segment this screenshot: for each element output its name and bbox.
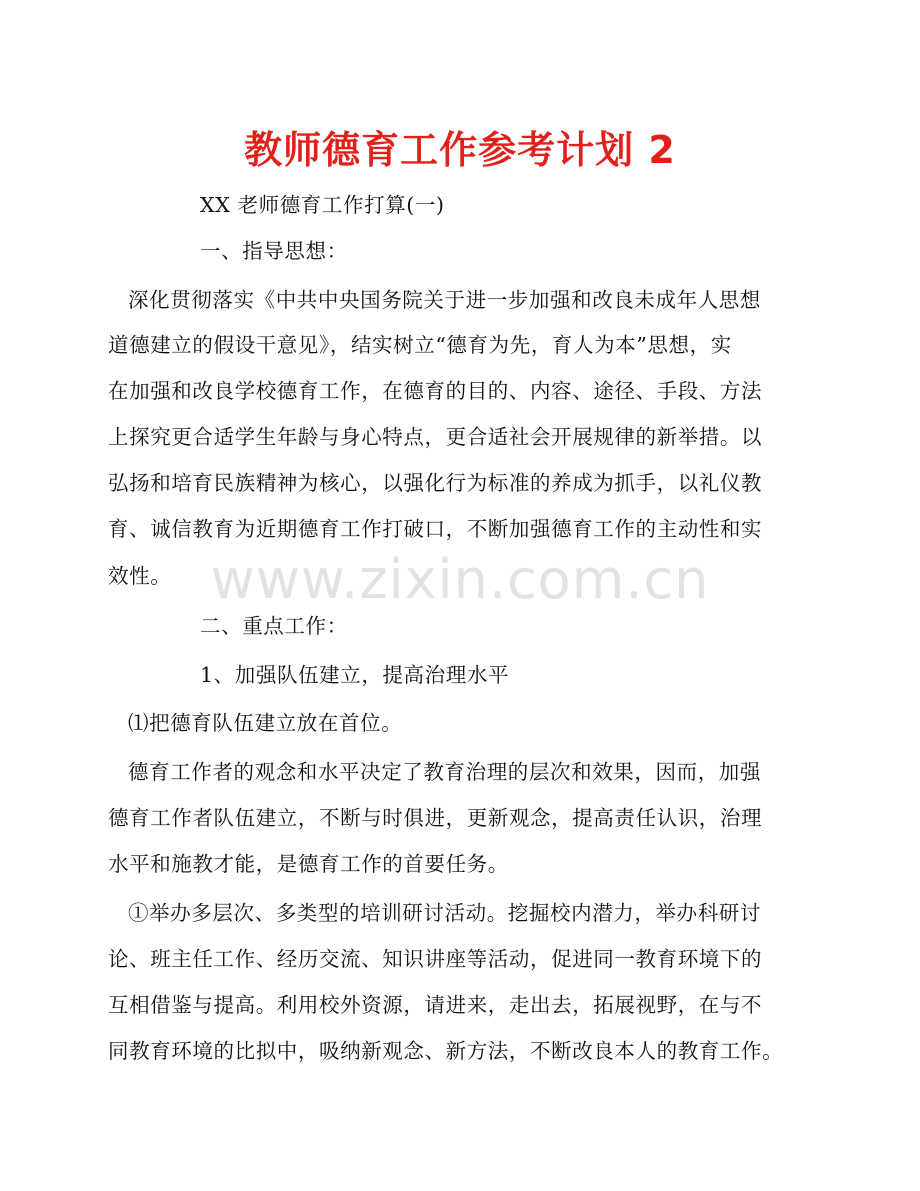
paragraph-line: 在加强和改良学校德育工作，在德育的目的、内容、途径、手段、方法 bbox=[108, 379, 763, 403]
paragraph-line: ①举办多层次、多类型的培训研讨活动。挖掘校内潜力，举办科研讨 bbox=[128, 901, 761, 925]
paragraph-line: 德育工作者的观念和水平决定了教育治理的层次和效果，因而，加强 bbox=[128, 760, 761, 784]
paragraph-line: 论、班主任工作、经历交流、知识讲座等活动，促进同一教育环境下的 bbox=[108, 947, 763, 971]
subsection-heading: 1、加强队伍建立，提高治理水平 bbox=[200, 663, 510, 687]
item-heading: ⑴把德育队伍建立放在首位。 bbox=[128, 711, 403, 735]
paragraph-line: 上探究更合适学生年龄与身心特点，更合适社会开展规律的新举措。以 bbox=[108, 425, 763, 449]
paragraph-line: 水平和施教才能，是德育工作的首要任务。 bbox=[108, 852, 509, 876]
paragraph-line: 道德建立的假设干意见》，结实树立“德育为先，育人为本”思想，实 bbox=[108, 333, 732, 357]
watermark: www.zixin.com.cn bbox=[210, 548, 710, 611]
paragraph-line: 深化贯彻落实《中共中央国务院关于进一步加强和改良未成年人思想 bbox=[128, 288, 761, 312]
section-heading-guiding-thought: 一、指导思想： bbox=[200, 239, 348, 263]
paragraph-line: 效性。 bbox=[108, 564, 172, 588]
paragraph-line: 同教育环境的比拟中，吸纳新观念、新方法，不断改良本人的教育工作。 bbox=[108, 1039, 784, 1063]
section-heading-key-work: 二、重点工作： bbox=[200, 614, 348, 638]
paragraph-line: 育、诚信教育为近期德育工作打破口，不断加强德育工作的主动性和实 bbox=[108, 517, 763, 541]
plan-heading: XX 老师德育工作打算(一) bbox=[200, 193, 445, 217]
paragraph-line: 弘扬和培育民族精神为核心，以强化行为标准的养成为抓手，以礼仪教 bbox=[108, 471, 763, 495]
document-title: 教师德育工作参考计划 2 bbox=[244, 128, 676, 172]
paragraph-line: 德育工作者队伍建立，不断与时俱进，更新观念，提高责任认识，治理 bbox=[108, 806, 763, 830]
paragraph-line: 互相借鉴与提高。利用校外资源，请进来，走出去，拓展视野，在与不 bbox=[108, 993, 763, 1017]
